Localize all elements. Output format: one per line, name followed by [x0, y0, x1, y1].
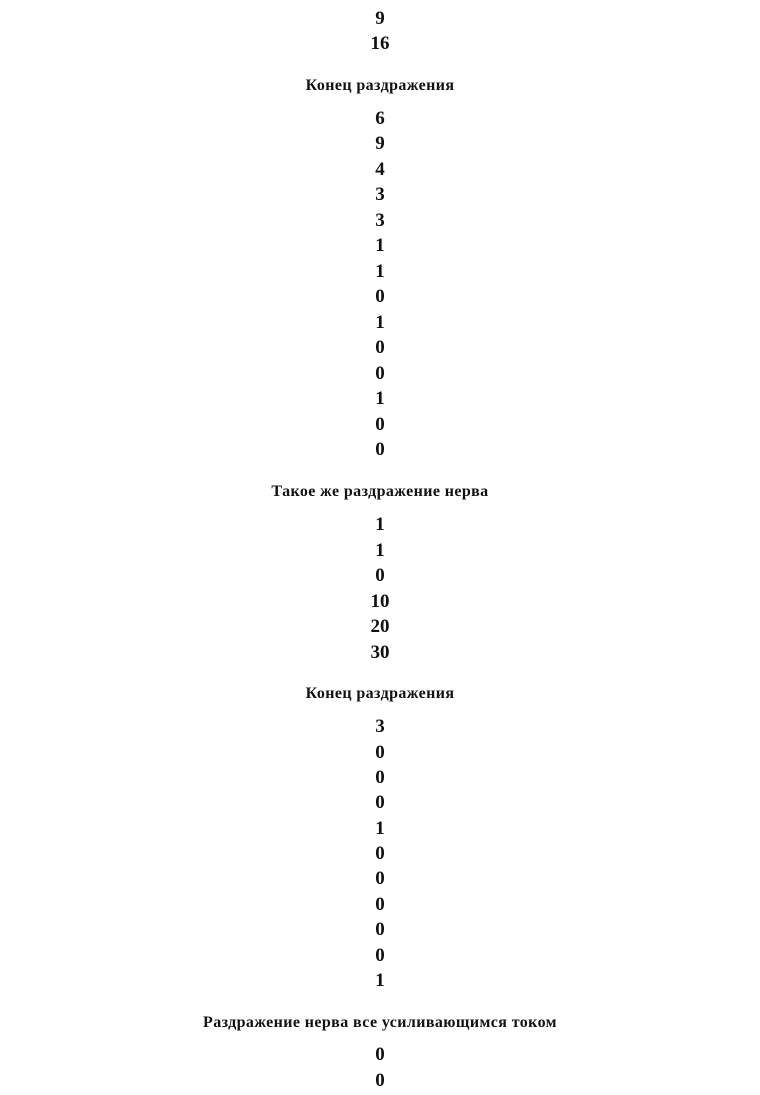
value-item: 1	[375, 540, 385, 561]
value-item: 0	[375, 439, 385, 460]
value-item: 3	[375, 716, 385, 737]
value-item: 0	[375, 337, 385, 358]
section-caption: Конец раздражения	[305, 685, 455, 702]
value-item: 0	[375, 868, 385, 889]
value-item: 20	[370, 616, 390, 637]
value-item: 0	[375, 919, 385, 940]
value-item: 9	[375, 133, 385, 154]
value-item: 0	[375, 945, 385, 966]
value-item: 0	[375, 843, 385, 864]
section-caption: Такое же раздражение нерва	[271, 483, 489, 500]
value-item: 1	[375, 312, 385, 333]
value-item: 0	[375, 742, 385, 763]
value-item: 0	[375, 1044, 385, 1065]
value-item: 30	[370, 642, 390, 663]
value-item: 16	[370, 33, 390, 54]
value-item: 0	[375, 414, 385, 435]
value-item: 1	[375, 514, 385, 535]
value-item: 0	[375, 767, 385, 788]
value-item: 0	[375, 363, 385, 384]
section-caption: Конец раздражения	[305, 77, 455, 94]
value-item: 0	[375, 286, 385, 307]
value-item: 0	[375, 565, 385, 586]
value-item: 1	[375, 818, 385, 839]
value-item: 1	[375, 970, 385, 991]
section-caption: Раздражение нерва все усиливающимся током	[203, 1014, 557, 1031]
value-item: 1	[375, 235, 385, 256]
value-item: 0	[375, 894, 385, 915]
value-item: 0	[375, 1070, 385, 1091]
value-item: 3	[375, 184, 385, 205]
value-item: 3	[375, 210, 385, 231]
value-item: 1	[375, 261, 385, 282]
value-item: 4	[375, 159, 385, 180]
value-item: 6	[375, 108, 385, 129]
value-item: 1	[375, 388, 385, 409]
value-item: 10	[370, 591, 390, 612]
value-item: 0	[375, 792, 385, 813]
value-item: 9	[375, 8, 385, 29]
